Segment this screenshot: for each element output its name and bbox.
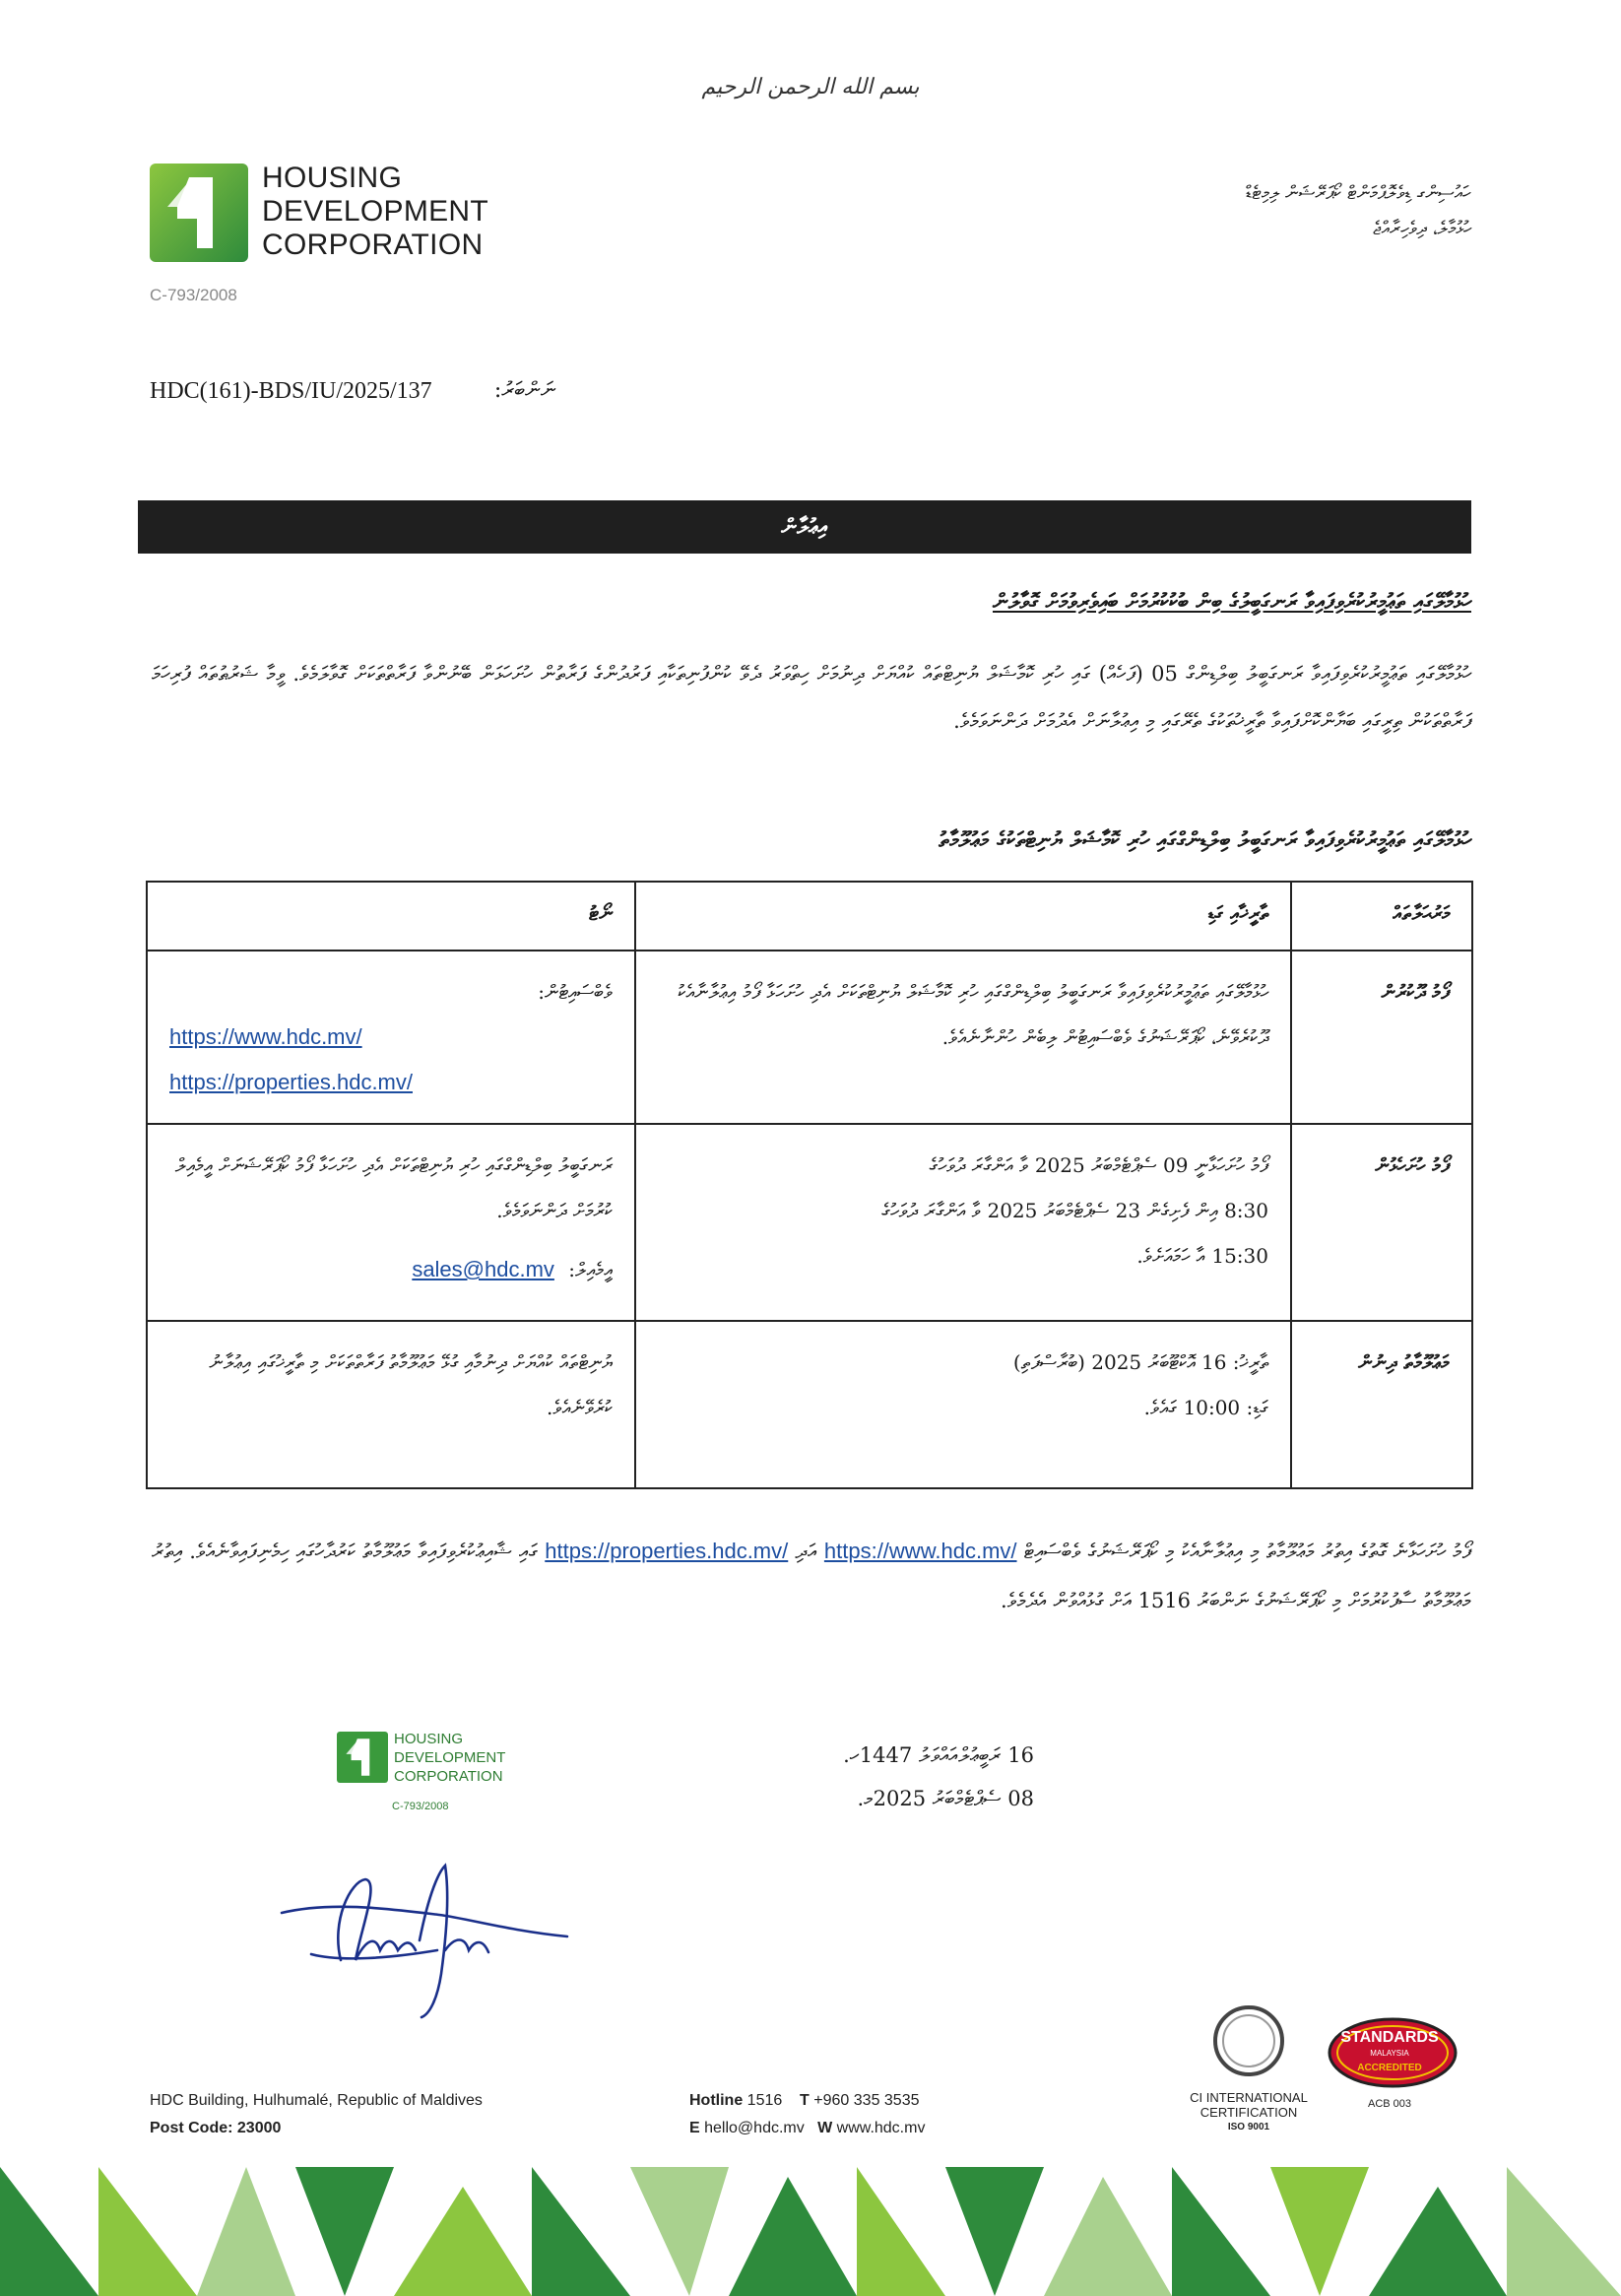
- row-2-note: [147, 1124, 635, 1321]
- row-1-step: ފޯމު ދޫކުރުން: [1291, 951, 1472, 1124]
- submission-note: ރަނގަބީލު ބިލްޑިންގްގައި ހުރި ޔުނިޓްތަކަށް އެދި ހުށަހަޅާ ފޯމު ކޯޕަރޭޝަނަށް އީމެއިލް ކުރުމަށް ދަންނަވަމެވެ.: [174, 1153, 613, 1222]
- table-heading: ހުޅުމާލޭގައި ތަޢުމީރުކުރެވިފައިވާ ރަނގަބީލު ބިލްޑިންގްގައި ހުރި ކޮމާޝަލް ޔުނިޓްތަކުގެ މަޢުލޫމާތު: [939, 827, 1471, 853]
- email-short-label: E: [689, 2120, 700, 2136]
- table-row: [147, 1124, 1472, 1321]
- signature-icon: [272, 1852, 577, 2019]
- logo-line-2: DEVELOPMENT: [262, 195, 489, 228]
- stamp-registration: C-793/2008: [392, 1801, 449, 1812]
- properties-website-link[interactable]: https://properties.hdc.mv/: [169, 1070, 413, 1094]
- org-name-line-1: ހައުސިންގ ޑިވެލޮޕްމަންޓް ކޯޕަރޭޝަން ލިމިޓެޑް: [1245, 182, 1471, 204]
- row-3-detail: [635, 1321, 1291, 1488]
- company-registration: C-793/2008: [150, 286, 237, 304]
- stamp-line-2: DEVELOPMENT: [394, 1749, 506, 1766]
- tel-label: T: [800, 2092, 810, 2109]
- ci-line-3: ISO 9001: [1227, 2122, 1270, 2132]
- company-stamp: [337, 1730, 534, 1838]
- row-3-note: ޔުނިޓްތައް ކުއްޔަށް ދިނުމާއި ގުޅޭ މަޢުލޫމާތު ފަރާތްތަކަށް މި ތާރީޚުގައި އިޢުލާނު ކުރެވޭނެއެވެ.: [147, 1321, 635, 1488]
- footer-email: hello@hdc.mv: [704, 2120, 805, 2136]
- row-2-detail: [635, 1124, 1291, 1321]
- hdc-website-link[interactable]: https://www.hdc.mv/: [169, 1024, 362, 1049]
- hotline-label: Hotline: [689, 2092, 744, 2109]
- standards-line-4: ACB 003: [1367, 2098, 1412, 2110]
- closing-text-before: ފޯމު ހުށަހަޅާނެ ގޮތުގެ އިތުރު މަޢުލޫމާތު މި އިޢުލާނާއެކު މި ކޯޕަރޭޝަނުގެ ވެބްސައިޓް: [1023, 1540, 1471, 1563]
- submission-line-2: 8:30 އިން ފެށިގެން 23 ސެޕްޓެމްބަރު 2025 ވާ އަންގާރަ ދުވަހުގެ: [881, 1199, 1268, 1222]
- logo-line-3: CORPORATION: [262, 229, 484, 261]
- ci-certification-badge: [1170, 1998, 1328, 2145]
- letter-date: [689, 1734, 1034, 1820]
- footer-phone-line: [689, 2092, 920, 2110]
- table-row: [147, 951, 1472, 1124]
- row-1-detail: ހުޅުމާލޭގައި ތަޢުމީރުކުރެވިފައިވާ ރަނގަބީލު ބިލްޑިންގްގައި ހުރި ކޮމާޝަލް ޔުނިޓްތަކަށް އެދި ހުށަހަޅާ ފޯމު އިޢުލާނާއެކު ދޫކުރެވޭނެ، ކޯޕަރޭޝަނުގެ ވެބްސައިޓުން ލިބެން ހުންނާނެއެވެ.: [635, 951, 1291, 1124]
- submission-line-1: ފޯމު ހުށަހަޅާނީ 09 ސެޕްޓެމްބަރު 2025 ވާ އަންގާރަ ދުވަހުގެ: [929, 1153, 1268, 1177]
- info-time: ގަޑި: 10:00 ގައެވެ.: [1143, 1396, 1268, 1419]
- announcement-subject: ހުޅުމާލޭގައި ތަޢުމީރުކުރެވިފައިވާ ރަނގަބީލުގެ ބިން ބުކުކުރުމަށް ބައިވެރިވުމަށް ގޮވާލުން: [992, 589, 1471, 615]
- header-note: ނޯޓު: [147, 882, 635, 951]
- email-label: އީމެއިލް:: [568, 1258, 613, 1281]
- gregorian-date: 08 ސެޕްޓެމްބަރު 2025މ.: [857, 1787, 1034, 1810]
- hdc-logo: [150, 162, 544, 280]
- hdc-logo-mark-icon: [150, 164, 248, 262]
- reference-number: HDC(161)-BDS/IU/2025/137: [150, 378, 432, 404]
- sales-email-link[interactable]: sales@hdc.mv: [412, 1257, 554, 1281]
- bismillah-calligraphy: بسم الله الرحمن الرحيم: [701, 75, 920, 99]
- footer-address: HDC Building, Hulhumalé, Republic of Maldives: [150, 2092, 483, 2109]
- row-1-note: [147, 951, 635, 1124]
- logo-wordmark: [262, 162, 488, 262]
- row-3-step: މަޢުލޫމާތު ދިނުން: [1291, 1321, 1472, 1488]
- organisation-name-dhivehi: [1058, 175, 1471, 246]
- closing-text-after: ގައި ޝާއިޢުކުރެވިފައިވާ މަޢުލޫމާތު ކަރުދާހުގައި ހިމެނިފައިވާނެއެވެ. އިތުރު މަޢުލޫމާތު ސާފުކުރުމަށް މި ކޯޕަރޭޝަނުގެ ނަންބަރު 1516 އަށް ގުޅުއްވުން އެދެމެވެ.: [152, 1540, 1471, 1612]
- stamp-logo-icon: [337, 1732, 388, 1783]
- info-date: ތާރީޚު: 16 އޮކްޓޫބަރު 2025 (ބުރާސްފަތި): [1012, 1350, 1268, 1374]
- closing-text-middle: އަދި: [795, 1540, 817, 1563]
- footer-post-code: Post Code: 23000: [150, 2120, 282, 2136]
- row-2-step: ފޯމު ހުށަހެޅުން: [1291, 1124, 1472, 1321]
- stamp-line-3: CORPORATION: [394, 1768, 503, 1785]
- standards-line-2: MALAYSIA: [1370, 2049, 1409, 2058]
- reference-label: ނަންބަރު:: [493, 378, 555, 403]
- tel-number: +960 335 3535: [813, 2092, 920, 2109]
- ci-line-1: CI INTERNATIONAL: [1190, 2090, 1308, 2105]
- org-name-line-2: ހުޅުމާލެ، ދިވެހިރާއްޖެ: [1373, 218, 1471, 239]
- website-label: ވެބްސައިޓުން:: [538, 980, 613, 1004]
- hotline-number: 1516: [746, 2092, 783, 2109]
- banner-title: އިޢުލާން: [781, 514, 828, 540]
- table-row: [147, 1321, 1472, 1488]
- schedule-table: [146, 881, 1473, 1489]
- footer-web: www.hdc.mv: [836, 2120, 926, 2136]
- web-label: W: [817, 2120, 833, 2136]
- intro-paragraph: ހުޅުމާލޭގައި ތަޢުމީރުކުރެވިފައިވާ ރަނގަބީލު ބިލްޑިންގް 05 (ފަހެއް) ގައި ހުރި ކޮމާޝަލް ޔުނިޓްތައް ކުއްޔަށް ދިނުމަށް ހިތްވަރު ދެވޭ ކުންފުނިތަކާއި ފަރުދުންގެ ފަރާތުން ހުށަހަޅަން ބޭނުންވާ ފަރާތްތަކަށް ގޮވާލަމެވެ. ވީމާ ޝަރުޠުތައް ފުރިހަމަ ފަރާތްތަކުން ތިރީގައި ބަޔާންކޮށްފައިވާ ތާރީޚުތަކުގެ ތެރޭގައި މި އިޢުލާނަށް އެދުމަށް ދަންނަވަމެވެ.: [152, 662, 1471, 733]
- stamp-wordmark: [394, 1730, 505, 1786]
- header-date-time: ތާރީޚާއި ގަޑި: [635, 882, 1291, 951]
- standards-line-3: ACCREDITED: [1357, 2063, 1422, 2073]
- header-stages: މަރުޙަލާތައް: [1291, 882, 1472, 951]
- decorative-triangle-border: [0, 2167, 1621, 2296]
- announcement-banner: [138, 500, 1471, 554]
- hijri-date: 16 ރަބީޢުލްއައްވަލު 1447ހ.: [843, 1743, 1034, 1767]
- standards-line-1: STANDARDS: [1340, 2029, 1439, 2046]
- table-header-row: [147, 882, 1472, 951]
- closing-hdc-link[interactable]: https://www.hdc.mv/: [823, 1539, 1017, 1563]
- standards-malaysia-badge: [1324, 2015, 1461, 2124]
- footer-web-line: [689, 2120, 925, 2137]
- logo-line-1: HOUSING: [262, 162, 403, 194]
- closing-paragraph: [152, 1527, 1471, 1625]
- ci-line-2: CERTIFICATION: [1200, 2105, 1298, 2120]
- stamp-line-1: HOUSING: [394, 1731, 464, 1747]
- submission-line-3: 15:30 އާ ހަމައަށެވެ.: [1136, 1244, 1268, 1268]
- ci-ring-icon: [1209, 1998, 1288, 2086]
- closing-properties-link[interactable]: https://properties.hdc.mv/: [545, 1539, 789, 1563]
